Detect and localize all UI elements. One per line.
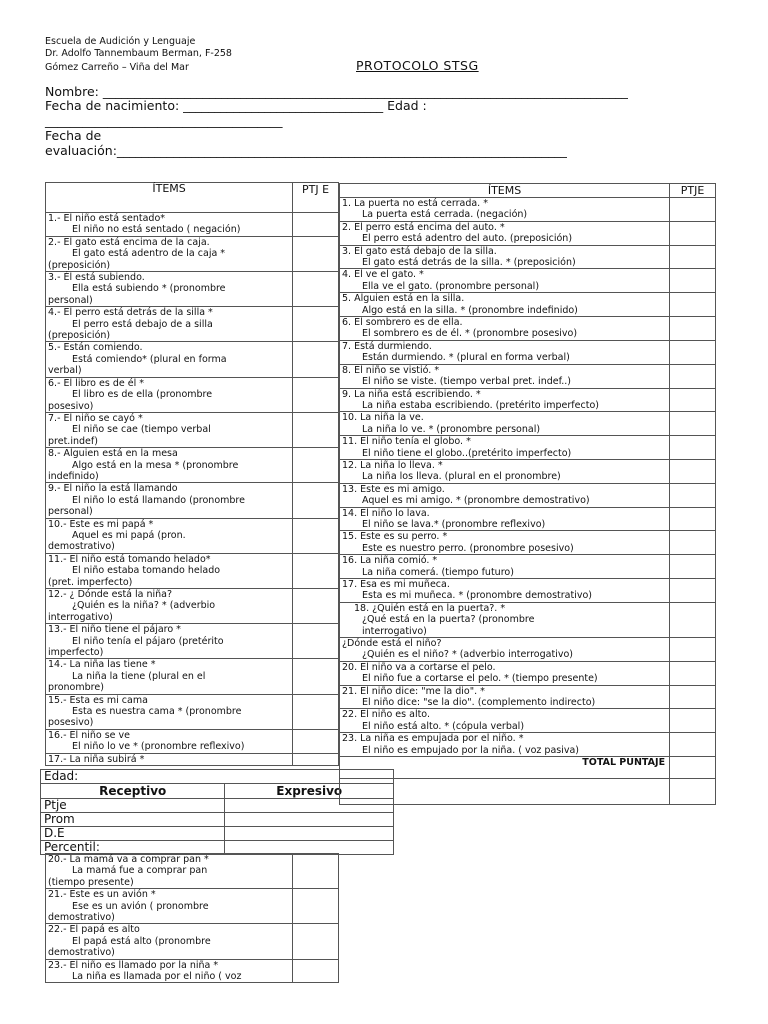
- item-text: [340, 245, 670, 269]
- item-text: [340, 483, 670, 507]
- table-row: [340, 245, 716, 269]
- table-row: [46, 553, 339, 588]
- school-location: Gómez Carreño – Viña del Mar: [45, 62, 189, 73]
- item-line-a: 16. La niña comió. *: [342, 555, 438, 567]
- item-line-a: 13.- El niño tiene el pájaro *: [48, 624, 181, 636]
- item-line-a: 3. El gato está debajo de la silla.: [342, 245, 497, 257]
- item-line-b: Algo está en la silla. * (pronombre indefinido): [362, 304, 578, 316]
- item-line-b: La puerta está cerrada. (negación): [362, 209, 528, 221]
- item-line-a: 4.- El perro está detrás de la silla *: [48, 307, 213, 319]
- item-line-a: 4. El ve el gato. *: [342, 269, 424, 281]
- item-text: [46, 854, 293, 889]
- item-line-a: 20. El niño va a cortarse el pelo.: [342, 661, 496, 673]
- item-line-c: (pret. imperfecto): [48, 576, 133, 588]
- item-line-b: El niño lo ve * (pronombre reflexivo): [72, 741, 245, 753]
- item-line-b: Ella ve el gato. (pronombre personal): [362, 280, 540, 292]
- blank-row: [340, 779, 670, 805]
- summary-row-label: Ptje: [41, 799, 225, 813]
- score-cell[interactable]: [670, 638, 716, 662]
- item-line-a: 14. El niño lo lava.: [342, 507, 430, 519]
- item-line-b: Están durmiendo. * (plural en forma verbal): [362, 352, 570, 364]
- item-line-b: El sombrero es de él. * (pronombre posesivo): [362, 328, 578, 340]
- score-cell[interactable]: [670, 685, 716, 709]
- score-cell[interactable]: [670, 602, 716, 637]
- item-line-b: La mamá fue a comprar pan: [72, 865, 208, 877]
- total-score-cell[interactable]: [670, 757, 716, 779]
- table-row: [46, 412, 339, 447]
- item-line-c: pret.indef): [48, 435, 98, 447]
- table-row: [340, 555, 716, 579]
- score-cell[interactable]: [293, 694, 339, 729]
- summary-cell[interactable]: [225, 813, 394, 827]
- item-line-c: demostrativo): [48, 947, 115, 959]
- item-line-a: 5.- Están comiendo.: [48, 342, 143, 354]
- item-line-b: El niño fue a cortarse el pelo. * (tiempo presente): [362, 673, 598, 685]
- item-text: [340, 507, 670, 531]
- item-text: [46, 753, 293, 765]
- item-line-a: 12.- ¿ Dónde está la niña?: [48, 589, 173, 600]
- table-row: [340, 340, 716, 364]
- item-line-a: 11.- El niño está tomando helado*: [48, 553, 211, 565]
- receptive-header: Receptivo: [41, 784, 225, 799]
- item-line-b: La niña lo ve. * (pronombre personal): [362, 423, 541, 435]
- item-line-a: 23.- El niño es llamado por la niña *: [48, 959, 219, 971]
- table-row: [46, 659, 339, 694]
- eval-date-field[interactable]: evaluación:________________________________________________________________________: [45, 143, 567, 158]
- item-line-a: 15. Este es su perro. *: [342, 531, 448, 543]
- item-line-b: La niña estaba escribiendo. (pretérito imperfecto): [362, 399, 599, 411]
- item-line-a: 6.- El libro es de él *: [48, 377, 144, 389]
- item-line-a: 5. Alguien está en la silla.: [342, 293, 465, 305]
- item-line-b: El niño es empujado por la niña. ( voz pasiva): [362, 744, 580, 756]
- item-line-b: La niña es llamada por el niño ( voz: [72, 971, 242, 983]
- item-line-b: La niña la tiene (plural en el: [72, 670, 206, 682]
- item-line-b: Esta es mi muñeca. * (pronombre demostrativo): [362, 590, 593, 602]
- table-row: [340, 269, 716, 293]
- blank-cell: [670, 779, 716, 805]
- table-row: [46, 377, 339, 412]
- item-line-c: demostrativo): [48, 912, 115, 924]
- score-cell[interactable]: [670, 388, 716, 412]
- item-line-c: personal): [48, 506, 93, 518]
- score-cell[interactable]: [293, 854, 339, 889]
- item-text: [340, 340, 670, 364]
- table-row: [46, 518, 339, 553]
- item-line-a: 14.- La niña las tiene *: [48, 659, 156, 671]
- item-text: [340, 579, 670, 603]
- item-line-b: El niño estaba tomando helado: [72, 565, 221, 577]
- item-text: [46, 342, 293, 377]
- item-line-a: 20.- La mamá va a comprar pan *: [48, 854, 209, 865]
- item-line-c: indefinido): [48, 470, 99, 482]
- item-text: [340, 733, 670, 757]
- item-line-c: interrogativo): [362, 625, 427, 637]
- score-cell[interactable]: [670, 198, 716, 222]
- table-row: [340, 507, 716, 531]
- score-cell[interactable]: [670, 221, 716, 245]
- item-line-c: personal): [48, 294, 93, 306]
- item-text: [340, 709, 670, 733]
- table-row: [340, 388, 716, 412]
- item-text: [46, 553, 293, 588]
- item-line-c: (preposición): [48, 259, 111, 271]
- item-line-b: ¿Qué está en la puerta? (pronombre: [362, 614, 535, 626]
- score-cell[interactable]: [670, 364, 716, 388]
- item-text: [340, 602, 670, 637]
- table-row: [340, 436, 716, 460]
- score-cell[interactable]: [293, 659, 339, 694]
- table-row: [340, 317, 716, 341]
- score-cell[interactable]: [293, 377, 339, 412]
- item-text: [340, 555, 670, 579]
- left-ptje-header: PTJ E: [293, 183, 339, 213]
- school-name: Escuela de Audición y Lenguaje: [45, 36, 196, 47]
- table-row: [340, 531, 716, 555]
- summary-age-label: Edad:: [41, 770, 394, 784]
- item-text: [46, 412, 293, 447]
- eval-date-label: Fecha de: [45, 128, 102, 143]
- item-line-a: 3.- Él está subiendo.: [48, 272, 145, 284]
- item-line-b: El niño se viste. (tiempo verbal pret. indef..): [362, 376, 571, 388]
- item-line-b: El niño se lava.* (pronombre reflexivo): [362, 518, 546, 530]
- item-text: [46, 659, 293, 694]
- table-row: [46, 272, 339, 307]
- item-line-c: pronombre): [48, 682, 104, 694]
- score-cell[interactable]: [293, 889, 339, 924]
- score-cell[interactable]: [293, 448, 339, 483]
- score-cell[interactable]: [670, 507, 716, 531]
- score-cell[interactable]: [293, 412, 339, 447]
- item-line-a: 11. El niño tenía el globo. *: [342, 436, 471, 448]
- table-row: [340, 709, 716, 733]
- item-line-a: 21. El niño dice: "me la dio". *: [342, 685, 485, 697]
- right-items-header: ÍTEMS: [340, 184, 670, 198]
- item-line-a: 12. La niña lo lleva. *: [342, 459, 443, 471]
- right-ptje-header: PTJE: [670, 184, 716, 198]
- table-row: [340, 602, 716, 637]
- item-line-a: 10.- Este es mi papá *: [48, 518, 154, 530]
- item-line-b: ¿Quién es el niño? * (adverbio interrogativo): [362, 649, 573, 661]
- summary-row-label: Percentil:: [41, 841, 225, 855]
- table-row: [340, 579, 716, 603]
- item-text: [46, 448, 293, 483]
- item-text: [46, 959, 293, 983]
- table-row: [340, 221, 716, 245]
- table-row: [340, 661, 716, 685]
- item-line-c: interrogativo): [48, 611, 113, 623]
- score-cell[interactable]: [293, 213, 339, 237]
- score-cell[interactable]: [670, 483, 716, 507]
- birthdate-field[interactable]: Fecha de nacimiento: ________________________________ Edad :: [45, 98, 427, 113]
- score-cell[interactable]: [670, 459, 716, 483]
- item-line-b: El papá está alto (pronombre: [72, 935, 211, 947]
- item-line-a: 7. Está durmiendo.: [342, 340, 432, 352]
- item-text: [46, 307, 293, 342]
- item-text: [340, 661, 670, 685]
- score-cell[interactable]: [293, 272, 339, 307]
- score-cell[interactable]: [670, 531, 716, 555]
- table-row: [46, 889, 339, 924]
- table-row: [340, 638, 716, 662]
- item-line-a: 2. El perro está encima del auto. *: [342, 221, 505, 233]
- score-cell[interactable]: [293, 518, 339, 553]
- score-cell[interactable]: [670, 340, 716, 364]
- item-line-b: El gato está detrás de la silla. * (preposición): [362, 257, 576, 269]
- item-line-a: 2.- El gato está encima de la caja.: [48, 236, 210, 248]
- score-cell[interactable]: [670, 412, 716, 436]
- item-text: [46, 236, 293, 271]
- table-row: [340, 685, 716, 709]
- item-text: [340, 638, 670, 662]
- item-text: [340, 293, 670, 317]
- item-line-c: verbal): [48, 365, 82, 377]
- score-cell[interactable]: [670, 709, 716, 733]
- item-text: [340, 412, 670, 436]
- item-line-b: El niño se cae (tiempo verbal: [72, 424, 211, 436]
- item-line-b: El niño no está sentado ( negación): [72, 224, 241, 236]
- item-line-a: 17.- La niña subirá *: [48, 753, 145, 765]
- summary-row-label: Prom: [41, 813, 225, 827]
- table-row: [46, 236, 339, 271]
- item-line-b: Aquel es mi amigo. * (pronombre demostrativo): [362, 495, 590, 507]
- table-row: [340, 364, 716, 388]
- score-cell[interactable]: [293, 959, 339, 983]
- score-cell[interactable]: [670, 269, 716, 293]
- name-field[interactable]: Nombre: ____________________________________________________________________________________: [45, 84, 628, 99]
- item-line-a: 22.- El papá es alto: [48, 924, 140, 936]
- item-line-b: Este es nuestro perro. (pronombre posesivo): [362, 542, 574, 554]
- score-cell[interactable]: [293, 589, 339, 624]
- item-text: [340, 436, 670, 460]
- item-text: [46, 624, 293, 659]
- table-row: [46, 589, 339, 624]
- table-row: [46, 753, 339, 765]
- right-items-table: [339, 183, 716, 805]
- table-row: [46, 694, 339, 729]
- item-line-b: Ese es un avión ( pronombre: [72, 900, 209, 912]
- item-line-a: 9. La niña está escribiendo. *: [342, 388, 481, 400]
- item-text: [46, 272, 293, 307]
- item-line-b: El niño tenía el pájaro (pretérito: [72, 635, 224, 647]
- table-row: [46, 483, 339, 518]
- item-line-b: La niña comerá. (tiempo futuro): [362, 566, 514, 578]
- table-row: [46, 924, 339, 959]
- item-text: [340, 685, 670, 709]
- left-items-table-bottom: [45, 853, 339, 983]
- item-line-a: 16.- El niño se ve: [48, 729, 131, 741]
- school-director: Dr. Adolfo Tannembaum Berman, F-258: [45, 48, 232, 59]
- item-line-a: 17. Esa es mi muñeca.: [342, 579, 450, 590]
- age-field[interactable]: ______________________________________: [45, 113, 283, 128]
- item-line-b: El niño lo está llamando (pronombre: [72, 494, 245, 506]
- item-text: [46, 213, 293, 237]
- item-text: [46, 589, 293, 624]
- score-cell[interactable]: [670, 317, 716, 341]
- page-title: PROTOCOLO STSG: [356, 58, 479, 73]
- score-cell[interactable]: [293, 236, 339, 271]
- score-cell[interactable]: [670, 555, 716, 579]
- item-line-a: 21.- Este es un avión *: [48, 889, 156, 901]
- item-text: [46, 729, 293, 753]
- table-row: [46, 729, 339, 753]
- score-cell[interactable]: [670, 436, 716, 460]
- table-row: [340, 459, 716, 483]
- left-items-table: [45, 182, 339, 766]
- item-text: [340, 531, 670, 555]
- item-line-c: (preposición): [48, 330, 111, 342]
- item-line-c: posesivo): [48, 400, 94, 412]
- score-cell[interactable]: [293, 624, 339, 659]
- table-row: [340, 483, 716, 507]
- item-text: [46, 377, 293, 412]
- item-text: [340, 364, 670, 388]
- summary-cell[interactable]: [225, 827, 394, 841]
- item-line-a: 9.- El niño la está llamando: [48, 483, 178, 495]
- score-cell[interactable]: [293, 753, 339, 765]
- item-line-b: El gato está adentro de la caja *: [72, 248, 226, 260]
- table-row: [340, 733, 716, 757]
- item-line-b: El perro está debajo de a silla: [72, 318, 213, 330]
- total-score-label: TOTAL PUNTAJE: [340, 757, 670, 779]
- score-cell[interactable]: [670, 245, 716, 269]
- item-text: [340, 388, 670, 412]
- score-cell[interactable]: [293, 924, 339, 959]
- item-line-a: 6. El sombrero es de ella.: [342, 317, 463, 329]
- item-line-c: posesivo): [48, 717, 94, 729]
- item-line-a: 22. El niño es alto.: [342, 709, 430, 721]
- table-row: [340, 293, 716, 317]
- item-line-b: El niño dice: "se la dio". (complemento indirecto): [362, 697, 596, 709]
- table-row: [46, 854, 339, 889]
- item-line-b: ¿Quién es la niña? * (adverbio: [72, 600, 216, 612]
- item-line-b: Esta es nuestra cama * (pronombre: [72, 706, 242, 718]
- item-line-a: ¿Dónde está el niño?: [342, 638, 442, 650]
- item-line-b: El niño tiene el globo..(pretérito imperfecto): [362, 447, 572, 459]
- score-cell[interactable]: [670, 661, 716, 685]
- item-line-b: Algo está en la mesa * (pronombre: [72, 459, 239, 471]
- item-line-b: Está comiendo* (plural en forma: [72, 353, 227, 365]
- item-line-a: 7.- El niño se cayó *: [48, 412, 143, 424]
- item-line-a: 8.- Alguien está en la mesa: [48, 448, 178, 460]
- item-text: [340, 269, 670, 293]
- item-text: [46, 694, 293, 729]
- item-line-a: 15.- Esta es mi cama: [48, 694, 148, 706]
- item-text: [340, 198, 670, 222]
- item-line-c: imperfecto): [48, 647, 104, 659]
- score-cell[interactable]: [293, 307, 339, 342]
- table-row: [46, 213, 339, 237]
- item-line-a: 8. El niño se vistió. *: [342, 364, 440, 376]
- item-line-a: 23. La niña es empujada por el niño. *: [342, 733, 524, 745]
- item-line-b: Ella está subiendo * (pronombre: [72, 283, 226, 295]
- item-text: [46, 483, 293, 518]
- item-line-b: Aquel es mi papá (pron.: [72, 529, 186, 541]
- table-row: [46, 624, 339, 659]
- score-cell[interactable]: [670, 293, 716, 317]
- summary-row-label: D.E: [41, 827, 225, 841]
- item-line-a: 18. ¿Quién está en la puerta?. *: [354, 602, 506, 614]
- score-cell[interactable]: [293, 342, 339, 377]
- item-line-a: 1. La puerta no está cerrada. *: [342, 198, 488, 209]
- score-cell[interactable]: [670, 579, 716, 603]
- item-line-b: La niña los lleva. (plural en el pronombre): [362, 471, 561, 483]
- score-cell[interactable]: [670, 733, 716, 757]
- table-row: [46, 448, 339, 483]
- item-line-a: 1.- El niño está sentado*: [48, 213, 166, 224]
- expressive-header: Expresivo: [225, 784, 394, 799]
- item-text: [46, 518, 293, 553]
- table-row: [46, 307, 339, 342]
- item-line-a: 10. La niña la ve.: [342, 412, 424, 424]
- table-row: [340, 412, 716, 436]
- item-text: [340, 221, 670, 245]
- table-row: [46, 959, 339, 983]
- item-line-c: demostrativo): [48, 541, 115, 553]
- left-items-header: ÍTEMS: [46, 183, 293, 213]
- item-line-b: El niño está alto. * (cópula verbal): [362, 720, 525, 732]
- item-line-c: (tiempo presente): [48, 876, 134, 888]
- table-row: [46, 342, 339, 377]
- item-line-b: El perro está adentro del auto. (preposición): [362, 233, 573, 245]
- table-row: [340, 198, 716, 222]
- score-cell[interactable]: [293, 553, 339, 588]
- item-text: [46, 924, 293, 959]
- item-text: [340, 317, 670, 341]
- score-cell[interactable]: [293, 483, 339, 518]
- item-text: [340, 459, 670, 483]
- score-cell[interactable]: [293, 729, 339, 753]
- item-text: [46, 889, 293, 924]
- item-line-a: 13. Este es mi amigo.: [342, 483, 445, 495]
- item-line-b: El libro es de ella (pronombre: [72, 389, 213, 401]
